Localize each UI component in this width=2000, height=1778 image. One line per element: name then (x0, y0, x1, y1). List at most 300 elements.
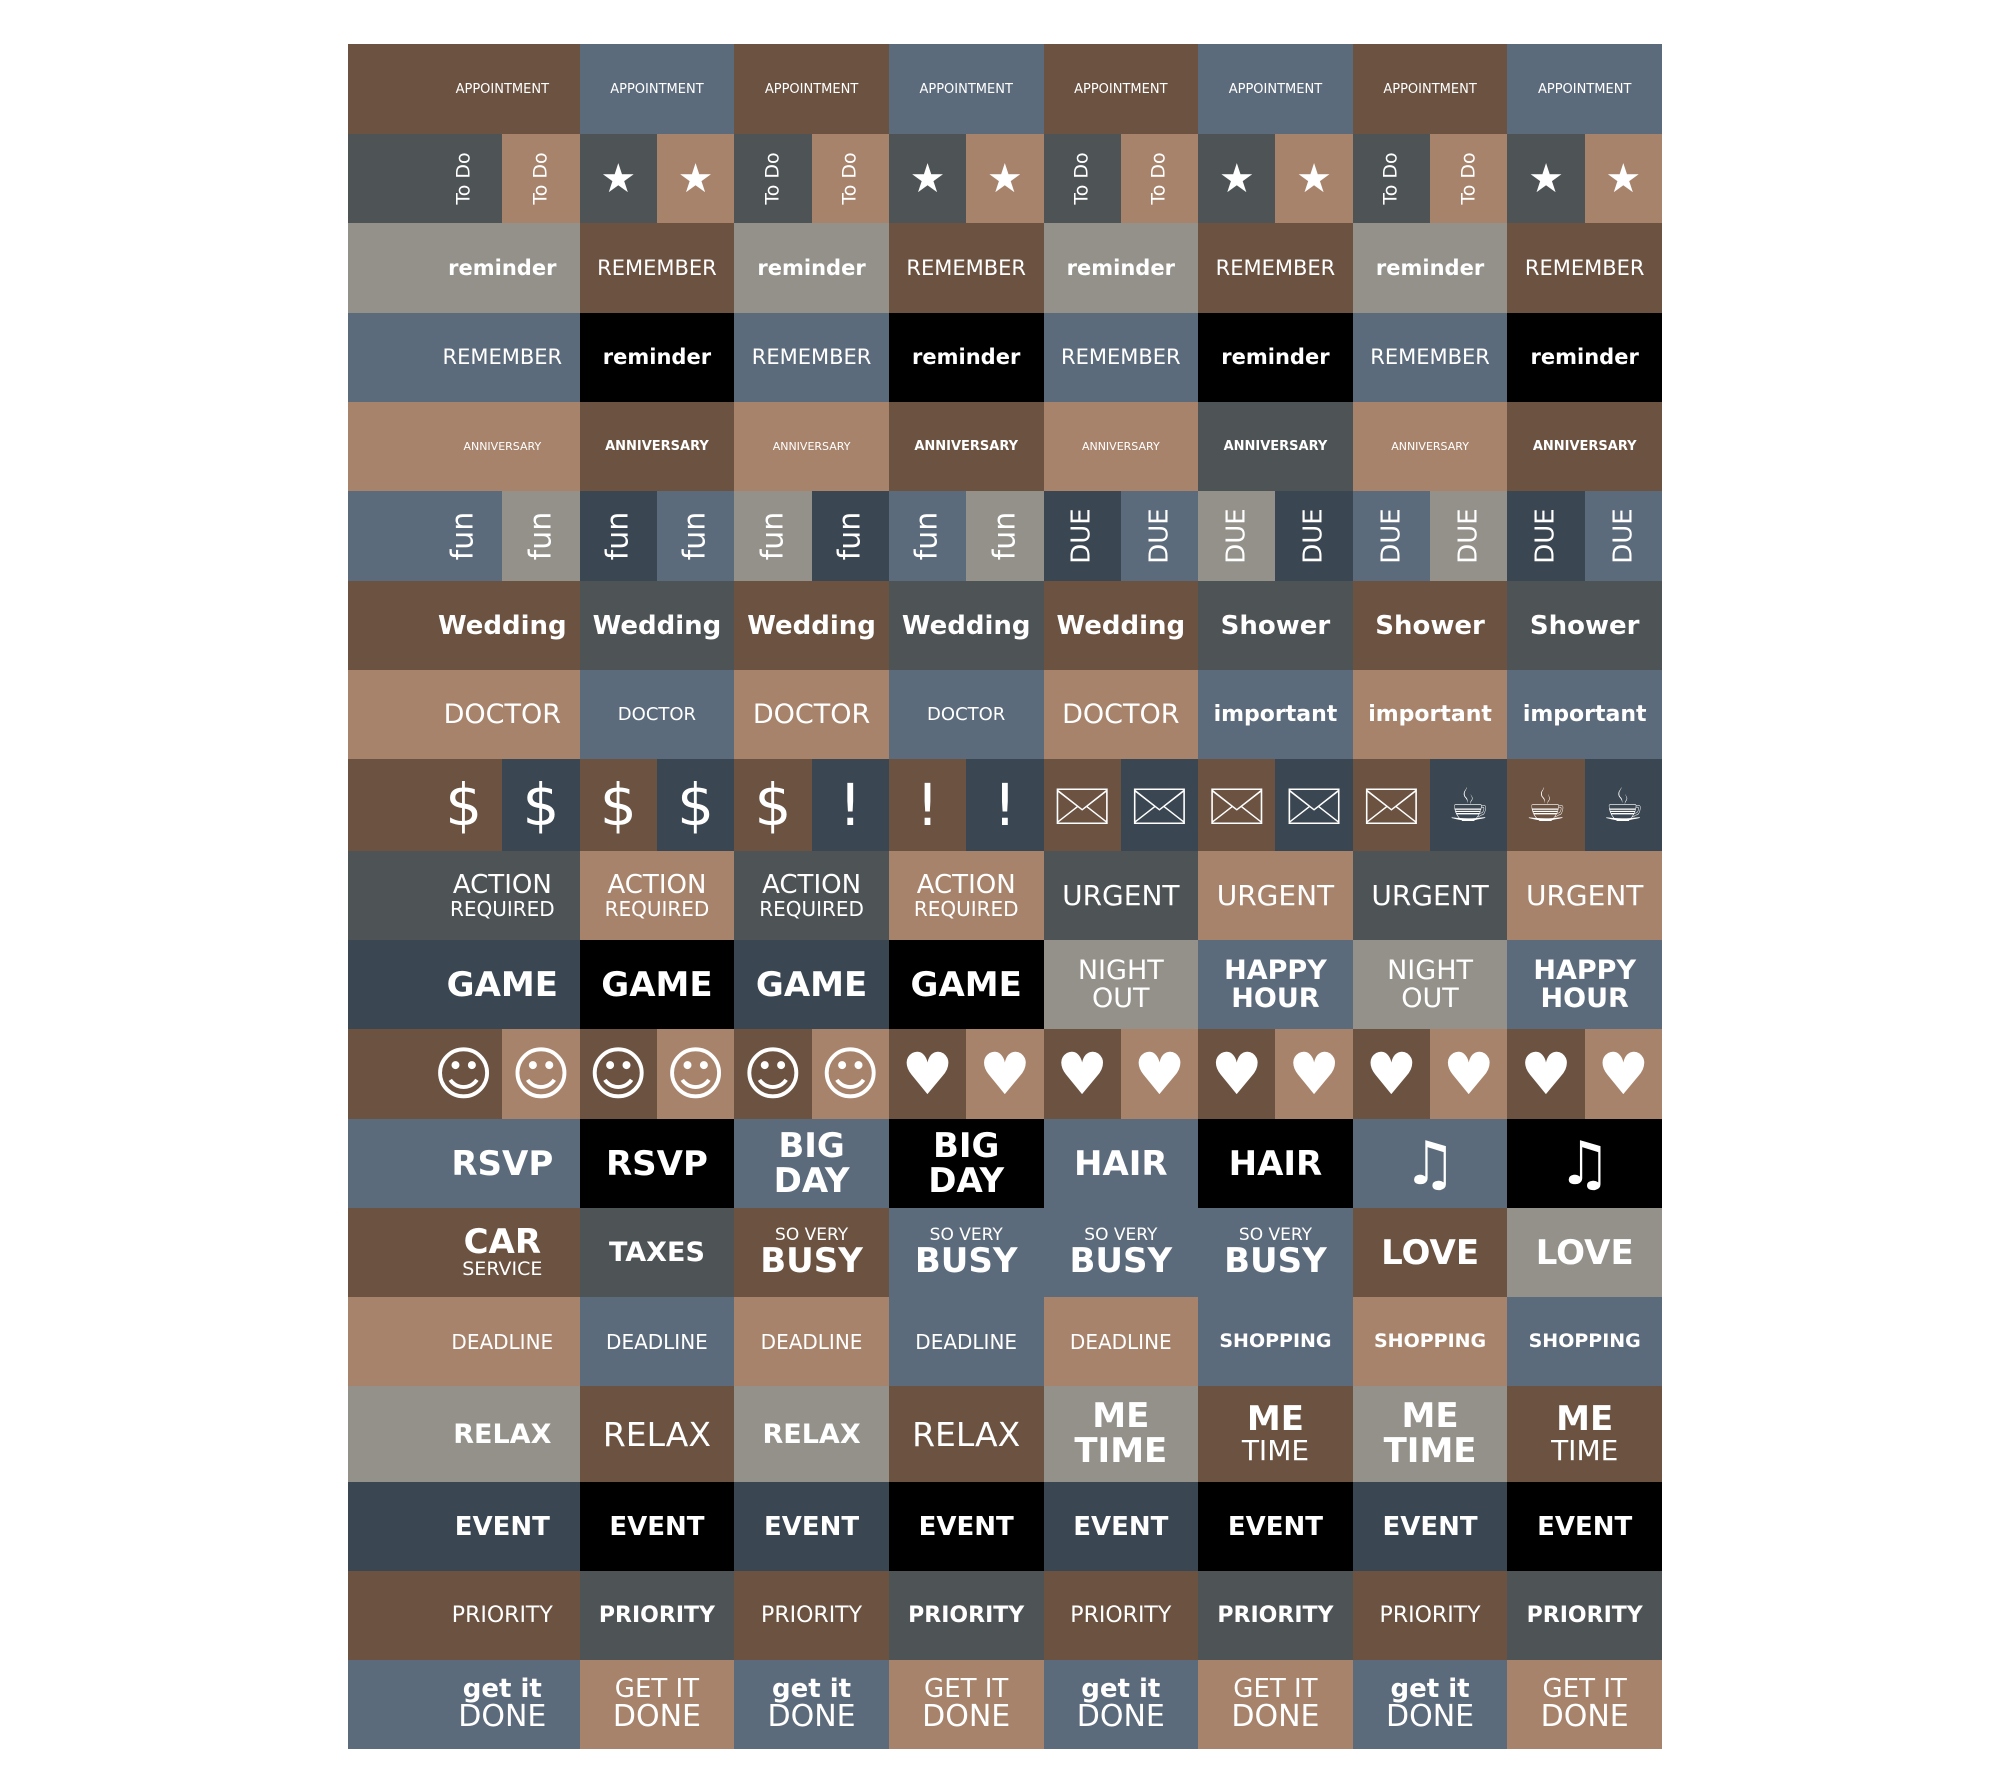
sticker-label: fun (445, 511, 481, 561)
sticker-urgent (1198, 851, 1353, 940)
sticker-doctor (1044, 670, 1199, 759)
sticker-heart (1121, 1029, 1198, 1119)
sticker-label: RSVP (451, 1143, 554, 1184)
smiley-icon: ☺ (510, 1040, 572, 1108)
sticker-game (580, 940, 735, 1029)
sticker-shower (1353, 581, 1508, 670)
sticker-label: SHOPPING (1373, 1330, 1487, 1352)
sticker-star (1585, 134, 1662, 223)
sticker-envelope (1275, 759, 1352, 851)
sticker-smiley (657, 1029, 734, 1119)
sticker-label: EVENT (1073, 1511, 1169, 1542)
sticker-line-1: SO VERY (929, 1224, 1003, 1245)
sticker-due-vertical (1198, 491, 1275, 581)
sticker-line-1: BIG (932, 1125, 1000, 1166)
sticker-anniversary (889, 402, 1044, 491)
sticker-label: EVENT (763, 1511, 860, 1542)
sticker-line-1: GET IT (1233, 1673, 1318, 1704)
sticker-heart (1275, 1029, 1352, 1119)
sticker-shopping (1507, 1297, 1662, 1386)
sticker-heart (889, 1029, 966, 1119)
sticker-label: PRIORITY (1217, 1602, 1334, 1628)
sticker-label: To Do (529, 152, 552, 205)
sticker-heart (1585, 1029, 1662, 1119)
sticker-label: To Do (1457, 152, 1480, 205)
sticker-label: DOCTOR (927, 703, 1006, 725)
sticker-line-2: TIME (1241, 1434, 1310, 1468)
sticker-remember (425, 313, 580, 402)
sticker-label: ANNIVERSARY (914, 439, 1019, 454)
sticker-label: fun (909, 511, 945, 561)
sticker-urgent (1507, 851, 1662, 940)
sticker-label: ANNIVERSARY (463, 440, 542, 453)
sticker-pair (1044, 1029, 1199, 1119)
sticker-fun-vertical (657, 491, 734, 581)
sticker-event (425, 1482, 580, 1571)
sticker-to-do-vertical (1044, 134, 1121, 223)
star-icon: ★ (677, 155, 714, 202)
sticker-due-vertical (1275, 491, 1352, 581)
sticker-appointment (734, 44, 889, 134)
sticker-important (1198, 670, 1353, 759)
sticker-line-2: DONE (1231, 1699, 1320, 1735)
sticker-anniversary (1507, 402, 1662, 491)
sticker-doctor (580, 670, 735, 759)
sticker-priority (1044, 1571, 1199, 1660)
sticker-reminder (1353, 223, 1508, 313)
sticker-priority (1507, 1571, 1662, 1660)
sheet-margin-strip (348, 223, 425, 313)
sticker-label: REMEMBER (751, 345, 872, 369)
sticker-deadline (580, 1297, 735, 1386)
sticker-label: DUE (1453, 508, 1484, 564)
heart-icon: ♥ (978, 1040, 1031, 1108)
sticker-label: GAME (446, 964, 558, 1005)
sticker-dollar (580, 759, 657, 851)
sticker-relax (889, 1386, 1044, 1482)
sticker-label: reminder (1221, 345, 1330, 369)
heart-icon: ♥ (1288, 1040, 1341, 1108)
sticker-label: Shower (1220, 610, 1331, 641)
star-icon: ★ (600, 155, 637, 202)
sticker-label: REMEMBER (442, 345, 563, 369)
sticker-reminder (734, 223, 889, 313)
sticker-label: important (1522, 701, 1647, 727)
sticker-label: RELAX (453, 1418, 552, 1450)
sticker-relax (425, 1386, 580, 1482)
sticker-label: Wedding (901, 610, 1031, 641)
sticker-label: reminder (448, 255, 557, 280)
sticker-busy (889, 1208, 1044, 1297)
sticker-doctor (889, 670, 1044, 759)
sticker-pair (580, 491, 735, 581)
sticker-appointment (580, 44, 735, 134)
sticker-happy (1198, 940, 1353, 1029)
sticker-rsvp (580, 1119, 735, 1208)
star-icon: ★ (1528, 155, 1564, 202)
sticker-happy (1507, 940, 1662, 1029)
sticker-taxes (580, 1208, 735, 1297)
sticker-pair (1044, 134, 1199, 223)
sticker-action (580, 851, 735, 940)
sticker-wedding (734, 581, 889, 670)
sheet-margin-strip (348, 491, 425, 581)
sticker-reminder (889, 313, 1044, 402)
sticker-pair (889, 759, 1044, 851)
sticker-line-1: ME (1401, 1396, 1459, 1437)
sticker-shower (1198, 581, 1353, 670)
sticker-appointment (1507, 44, 1662, 134)
exclamation-icon: ! (915, 771, 940, 839)
sticker-to-do-vertical (1353, 134, 1430, 223)
sticker-line-1: ACTION (452, 870, 552, 901)
sticker-big (889, 1119, 1044, 1208)
sticker-label: reminder (1375, 255, 1485, 280)
sheet-margin-strip (348, 1386, 425, 1482)
sheet-margin-strip (348, 44, 425, 134)
sticker-label: DUE (1221, 508, 1252, 564)
heart-icon: ♥ (1597, 1040, 1650, 1108)
sticker-priority (734, 1571, 889, 1660)
envelope-icon: 🖂 (1051, 775, 1113, 835)
sticker-hair (1198, 1119, 1353, 1208)
sticker-pair (1044, 491, 1199, 581)
sticker-line-2: DONE (458, 1699, 547, 1735)
sticker-label: LOVE (1535, 1232, 1634, 1273)
sticker-label: PRIORITY (1526, 1602, 1643, 1628)
sticker-label: RELAX (762, 1418, 861, 1450)
sticker-label: RELAX (602, 1414, 711, 1454)
sticker-event (1198, 1482, 1353, 1571)
sticker-wedding (580, 581, 735, 670)
sticker-star (1198, 134, 1275, 223)
sticker-love (1507, 1208, 1662, 1297)
sticker-label: reminder (757, 255, 866, 280)
sticker-pair (1353, 491, 1508, 581)
sticker-night (1353, 940, 1508, 1029)
sticker-label: DOCTOR (443, 699, 562, 730)
sticker-to-do-vertical (1121, 134, 1198, 223)
sticker-getit (1353, 1660, 1508, 1749)
sticker-line-1: SO VERY (775, 1224, 849, 1245)
sticker-label: fun (600, 511, 636, 561)
sticker-fun-vertical (812, 491, 889, 581)
sticker-event (580, 1482, 735, 1571)
sticker-label: DEADLINE (760, 1329, 863, 1354)
sticker-deadline (734, 1297, 889, 1386)
sticker-due-vertical (1044, 491, 1121, 581)
sticker-label: To Do (1147, 152, 1170, 205)
sticker-line-1: get it (772, 1673, 852, 1704)
exclamation-icon: ! (838, 771, 862, 839)
sticker-line-2: TIME (1074, 1431, 1168, 1471)
sheet-margin-strip (348, 581, 425, 670)
sticker-envelope (1121, 759, 1198, 851)
sticker-remember (1353, 313, 1508, 402)
sticker-label: DUE (1067, 508, 1098, 564)
dollar-icon: $ (599, 771, 637, 839)
sticker-dollar (734, 759, 811, 851)
sticker-line-1: CAR (463, 1222, 542, 1263)
sticker-due-vertical (1507, 491, 1584, 581)
sticker-label: Shower (1529, 610, 1640, 641)
sticker-wedding (1044, 581, 1199, 670)
sticker-label: PRIORITY (1379, 1602, 1481, 1628)
sticker-label: DUE (1608, 508, 1639, 564)
sticker-label: Wedding (747, 610, 876, 641)
sticker-label: APPOINTMENT (610, 81, 704, 97)
sticker-getit (1198, 1660, 1353, 1749)
sticker-pair (734, 759, 889, 851)
sticker-deadline (1044, 1297, 1199, 1386)
sticker-me (1044, 1386, 1199, 1482)
sticker-label: DEADLINE (451, 1329, 554, 1354)
sticker-pair (1198, 759, 1353, 851)
smiley-icon: ☺ (819, 1040, 881, 1108)
sticker-line-2: DAY (773, 1160, 850, 1201)
smiley-icon: ☺ (742, 1040, 804, 1108)
sticker-event (1044, 1482, 1199, 1571)
sheet-margin-strip (348, 1660, 425, 1749)
sticker-label: PRIORITY (451, 1602, 553, 1628)
sticker-pair (1507, 134, 1662, 223)
sticker-to-do-vertical (425, 134, 502, 223)
sticker-appointment (889, 44, 1044, 134)
sticker-heart (1430, 1029, 1507, 1119)
sticker-to-do-vertical (812, 134, 889, 223)
coffee-cup-icon: ☕ (1602, 778, 1644, 832)
sticker-event (734, 1482, 889, 1571)
sticker-label: To Do (761, 152, 784, 205)
sticker-label: PRIORITY (1070, 1602, 1172, 1628)
sticker-pair (1044, 759, 1199, 851)
sticker-label: reminder (1530, 345, 1639, 369)
dollar-icon: $ (522, 771, 560, 839)
sticker-label: SHOPPING (1219, 1330, 1332, 1352)
sticker-star (580, 134, 657, 223)
sticker-rsvp (425, 1119, 580, 1208)
sticker-smiley (734, 1029, 811, 1119)
sticker-priority (1198, 1571, 1353, 1660)
sheet-margin-strip (348, 1119, 425, 1208)
sticker-line-2: BUSY (1224, 1240, 1327, 1281)
sticker-reminder (1507, 313, 1662, 402)
sticker-label: REMEMBER (597, 255, 717, 280)
sticker-label: To Do (838, 152, 861, 205)
sheet-margin-strip (348, 759, 425, 851)
envelope-icon: 🖂 (1283, 775, 1345, 835)
sticker-line-1: NIGHT (1387, 954, 1473, 986)
sticker-heart (1507, 1029, 1584, 1119)
sticker-line-2: OUT (1401, 982, 1459, 1014)
sticker-dollar (425, 759, 502, 851)
star-icon: ★ (909, 155, 946, 202)
sticker-heart (966, 1029, 1043, 1119)
sticker-remember (734, 313, 889, 402)
heart-icon: ♥ (1520, 1040, 1573, 1108)
sticker-pair (734, 134, 889, 223)
sticker-pair (1353, 1029, 1508, 1119)
sticker-label: To Do (452, 152, 475, 205)
sticker-wedding (889, 581, 1044, 670)
sticker-line-1: ME (1556, 1399, 1614, 1440)
sticker-busy (1198, 1208, 1353, 1297)
star-icon: ★ (1605, 155, 1642, 202)
sticker-fun-vertical (734, 491, 811, 581)
sticker-pair (580, 1029, 735, 1119)
sheet-margin-strip (348, 1482, 425, 1571)
sticker-line-1: GET IT (1542, 1673, 1627, 1704)
sticker-label: APPOINTMENT (1383, 81, 1477, 97)
sticker-wedding (425, 581, 580, 670)
sticker-line-2: HOUR (1231, 982, 1320, 1014)
sticker-anniversary (580, 402, 735, 491)
sticker-action (734, 851, 889, 940)
sticker-deadline (425, 1297, 580, 1386)
sticker-coffee (1507, 759, 1584, 851)
sticker-label: URGENT (1216, 878, 1335, 912)
sticker-line-2: DONE (1540, 1699, 1629, 1735)
sticker-line-1: SO VERY (1238, 1224, 1312, 1245)
sticker-doctor (734, 670, 889, 759)
coffee-cup-icon: ☕ (1525, 778, 1567, 832)
sticker-line-2: DONE (612, 1699, 701, 1735)
star-icon: ★ (1296, 155, 1333, 202)
sticker-to-do-vertical (502, 134, 579, 223)
sticker-line-2: OUT (1092, 982, 1150, 1014)
sticker-reminder (425, 223, 580, 313)
sticker-shopping (1353, 1297, 1508, 1386)
sticker-priority (580, 1571, 735, 1660)
sticker-priority (425, 1571, 580, 1660)
sticker-big (734, 1119, 889, 1208)
sticker-label: URGENT (1525, 878, 1644, 912)
sticker-line-1: GET IT (924, 1673, 1009, 1704)
sticker-to-do-vertical (734, 134, 811, 223)
sticker-label: reminder (1066, 255, 1175, 280)
sticker-music (1507, 1119, 1662, 1208)
sticker-getit (1507, 1660, 1662, 1749)
dollar-icon: $ (754, 771, 792, 839)
sticker-remember (1198, 223, 1353, 313)
sticker-label: To Do (1070, 152, 1093, 205)
sticker-appointment (1044, 44, 1199, 134)
sticker-exclamation (812, 759, 889, 851)
sheet-margin-strip (348, 940, 425, 1029)
sticker-coffee (1430, 759, 1507, 851)
sticker-line-1: GET IT (614, 1673, 700, 1704)
sticker-line-1: SO VERY (1084, 1224, 1158, 1245)
envelope-icon: 🖂 (1129, 775, 1190, 835)
sticker-label: APPOINTMENT (764, 81, 859, 97)
sticker-label: APPOINTMENT (1228, 81, 1323, 97)
sticker-anniversary (1353, 402, 1508, 491)
sticker-busy (1044, 1208, 1199, 1297)
sticker-star (1275, 134, 1352, 223)
sticker-remember (580, 223, 735, 313)
sticker-line-2: DONE (767, 1699, 856, 1735)
sticker-priority (889, 1571, 1044, 1660)
smiley-icon: ☺ (433, 1040, 494, 1108)
sticker-fun-vertical (889, 491, 966, 581)
sticker-pair (1353, 759, 1508, 851)
sticker-shopping (1198, 1297, 1353, 1386)
sticker-pair (734, 491, 889, 581)
sticker-label: DOCTOR (617, 703, 697, 725)
sticker-line-1: HAPPY (1533, 954, 1636, 986)
sticker-label: fun (677, 511, 713, 561)
sticker-label: DEADLINE (1069, 1329, 1172, 1354)
sticker-fun-vertical (580, 491, 657, 581)
sheet-margin-strip (348, 1029, 425, 1119)
sticker-shower (1507, 581, 1662, 670)
sticker-anniversary (425, 402, 580, 491)
sticker-due-vertical (1430, 491, 1507, 581)
sticker-label: Shower (1375, 610, 1485, 641)
sticker-pair (889, 491, 1044, 581)
sticker-relax (580, 1386, 735, 1482)
sticker-game (425, 940, 580, 1029)
sticker-anniversary (734, 402, 889, 491)
sticker-label: DUE (1144, 508, 1175, 564)
sticker-line-2: REQUIRED (604, 896, 710, 921)
music-note-icon: ♫ (1557, 1128, 1612, 1199)
sticker-love (1353, 1208, 1508, 1297)
sticker-label: URGENT (1371, 878, 1489, 912)
sticker-coffee (1585, 759, 1662, 851)
sheet-margin-strip (348, 313, 425, 402)
sticker-line-2: DONE (922, 1699, 1011, 1735)
sticker-getit (734, 1660, 889, 1749)
sticker-line-2: DAY (928, 1160, 1005, 1201)
sticker-fun-vertical (425, 491, 502, 581)
sticker-sheet (348, 44, 1662, 1744)
sticker-important (1353, 670, 1508, 759)
sticker-line-1: NIGHT (1077, 954, 1164, 986)
sticker-game (734, 940, 889, 1029)
sticker-line-1: get it (1390, 1673, 1470, 1704)
sticker-action (425, 851, 580, 940)
sticker-getit (425, 1660, 580, 1749)
sticker-label: HAIR (1228, 1143, 1323, 1184)
sticker-reminder (1044, 223, 1199, 313)
sticker-label: HAIR (1074, 1143, 1168, 1184)
sticker-line-1: HAPPY (1224, 954, 1327, 986)
sticker-label: ANNIVERSARY (772, 440, 851, 453)
sticker-remember (889, 223, 1044, 313)
sticker-pair (1353, 134, 1508, 223)
sticker-event (889, 1482, 1044, 1571)
sticker-envelope (1198, 759, 1275, 851)
sticker-pair (1198, 1029, 1353, 1119)
sticker-line-2: BUSY (1069, 1240, 1173, 1281)
sticker-label: reminder (602, 345, 712, 369)
heart-icon: ♥ (1442, 1040, 1495, 1108)
sticker-line-2: DONE (1076, 1699, 1165, 1735)
sticker-label: fun (832, 511, 868, 561)
music-note-icon: ♫ (1403, 1128, 1457, 1199)
envelope-icon: 🖂 (1360, 775, 1422, 835)
sticker-label: ANNIVERSARY (605, 439, 709, 454)
sticker-star (1507, 134, 1584, 223)
sticker-pair (889, 1029, 1044, 1119)
sticker-pair (1507, 1029, 1662, 1119)
sticker-busy (734, 1208, 889, 1297)
dollar-icon: $ (445, 771, 483, 839)
sticker-pair (425, 491, 580, 581)
sticker-music (1353, 1119, 1508, 1208)
sticker-star (966, 134, 1043, 223)
